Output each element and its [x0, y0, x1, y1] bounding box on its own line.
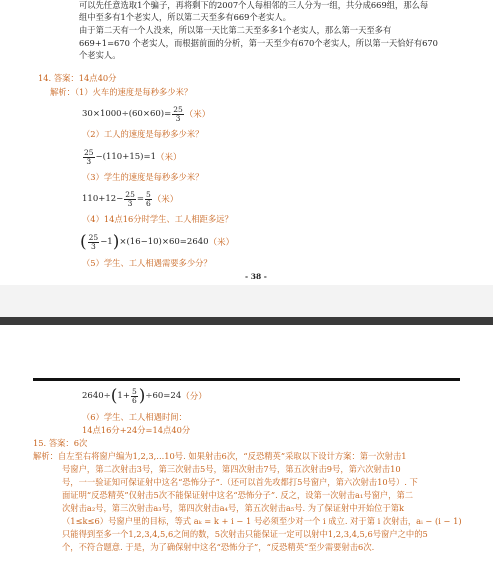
page-separator-bar	[0, 317, 493, 325]
analysis-15-line: （1≤k≤6）号窗户里的目标，等式 aₖ = k + i − 1 号必须至少对一个 i 成立. 对于第 i 次射击，aᵢ − (i − 1)	[62, 516, 462, 526]
equation-4: ( $\frac{25}{3}$ −1 ) ×(16−10)×60=2640 （米）	[80, 231, 235, 252]
text-line: 个老实人。	[79, 50, 121, 60]
analysis-15-line: 个，不符合题意. 于是，为了确保射中这名“恐怖分子”，“反恐精英”至少需要射击6次.	[62, 542, 375, 552]
unit: （米）	[184, 110, 211, 120]
text-line: 组中至多有1个老实人，所以第二天至多有669个老实人。	[79, 12, 291, 22]
fraction: $\frac{25}{3}$	[88, 232, 99, 251]
analysis-15-line: 号窗户，第二次射击3号，第三次射击5号，第四次射击7号，第五次射击9号，第六次射击10	[62, 464, 401, 474]
text-line: 由于第二天有一个人没来，所以第一天比第二天至多多1个老实人，那么第一天至多有	[79, 25, 392, 35]
document-page-bottom	[0, 325, 493, 565]
sub-answer-6: 14点16分+24分=14点40分	[82, 425, 191, 435]
eq5-right: ÷60=24	[145, 391, 182, 401]
eq2-right: −(110+15)=1	[95, 152, 156, 162]
eq4-mid: −1	[100, 237, 113, 247]
equation-3	[82, 188, 178, 210]
header-rule	[33, 378, 460, 381]
fraction: $\frac{5}{6}$	[131, 386, 137, 405]
unit: （米）	[152, 195, 179, 205]
unit: （米）	[156, 153, 182, 163]
analysis-15-line: 面证明“反恐精英”仅射击5次不能保证射中这名“恐怖分子”. 反之，设第一次射击a₁号窗户，第二	[62, 490, 414, 500]
equation-1	[82, 103, 210, 125]
sub-question-5: （5）学生、工人相遇需要多少分？	[82, 258, 212, 268]
eq5-left: 2640÷	[82, 391, 111, 401]
analysis-15-line: 号，一一验证知可保证射中这名“恐怖分子”.（还可以首先攻都打5号窗户，第六次射击10号）. 下	[62, 477, 418, 487]
fraction: $\frac{25}{3}$	[173, 104, 183, 123]
sub-question-4: （4）14点16分时学生、工人相距多远？	[82, 214, 233, 224]
eq1-left: 30×1000÷(60×60)=	[82, 109, 172, 119]
unit: （分）	[181, 392, 207, 402]
equation-2	[82, 146, 182, 168]
sub-question-2: （2）工人的速度是每秒多少米？	[82, 129, 204, 139]
page-gap	[0, 285, 493, 317]
text-line: 669+1=670 个老实人，而根据前面的分析，第一天至少有670个老实人，所以第一天恰好有670	[79, 38, 438, 48]
page-number: - 38 -	[245, 272, 267, 281]
analysis-15-line: 次射击a₂号，第三次射击a₃号，第四次射击a₄号，第五次射击a₅号. 为了保证射中开始位于第k	[62, 503, 405, 513]
sub-question-3: （3）学生的速度是每秒多少米？	[82, 172, 204, 182]
equals: =	[136, 194, 144, 204]
answer-heading-14: 14. 答案：14点40分	[38, 73, 117, 83]
fraction: $\frac{25}{3}$	[125, 189, 135, 208]
unit: （米）	[208, 238, 235, 248]
text-line: 可以先任意选取1个骗子，再将剩下的2007个人每相邻的三人分为一组，共分成669组，那么每	[79, 0, 429, 10]
analysis-15-line: 解析：自左至右将窗户编为1,2,3,...10号. 如果射击6次，“反恐精英”采取以下设计方案：第一次射击1	[33, 451, 407, 461]
analysis-14: 解析：（1）火车的速度是每秒多少米？	[50, 87, 193, 97]
sub-question-6: （6）学生、工人相遇时间：	[82, 412, 187, 422]
eq5-one: 1+	[117, 391, 130, 401]
eq3-left: 110+12−	[82, 194, 124, 204]
equation-5: 2640÷ ( 1+ $\frac{5}{6}$ ) ÷60=24 （分）	[82, 385, 207, 406]
eq4-right: ×(16−10)×60=2640	[119, 237, 209, 247]
fraction: $\frac{25}{3}$	[84, 147, 94, 166]
answer-heading-15: 15. 答案：6次	[33, 438, 88, 448]
fraction: $\frac{5}{6}$	[145, 189, 151, 208]
analysis-15-line: 只能得到至多一个1,2,3,4,5,6之间的数，5次射击只能保证一定可以射中1,2,3,4,5,6号窗户之中的5	[62, 529, 428, 539]
